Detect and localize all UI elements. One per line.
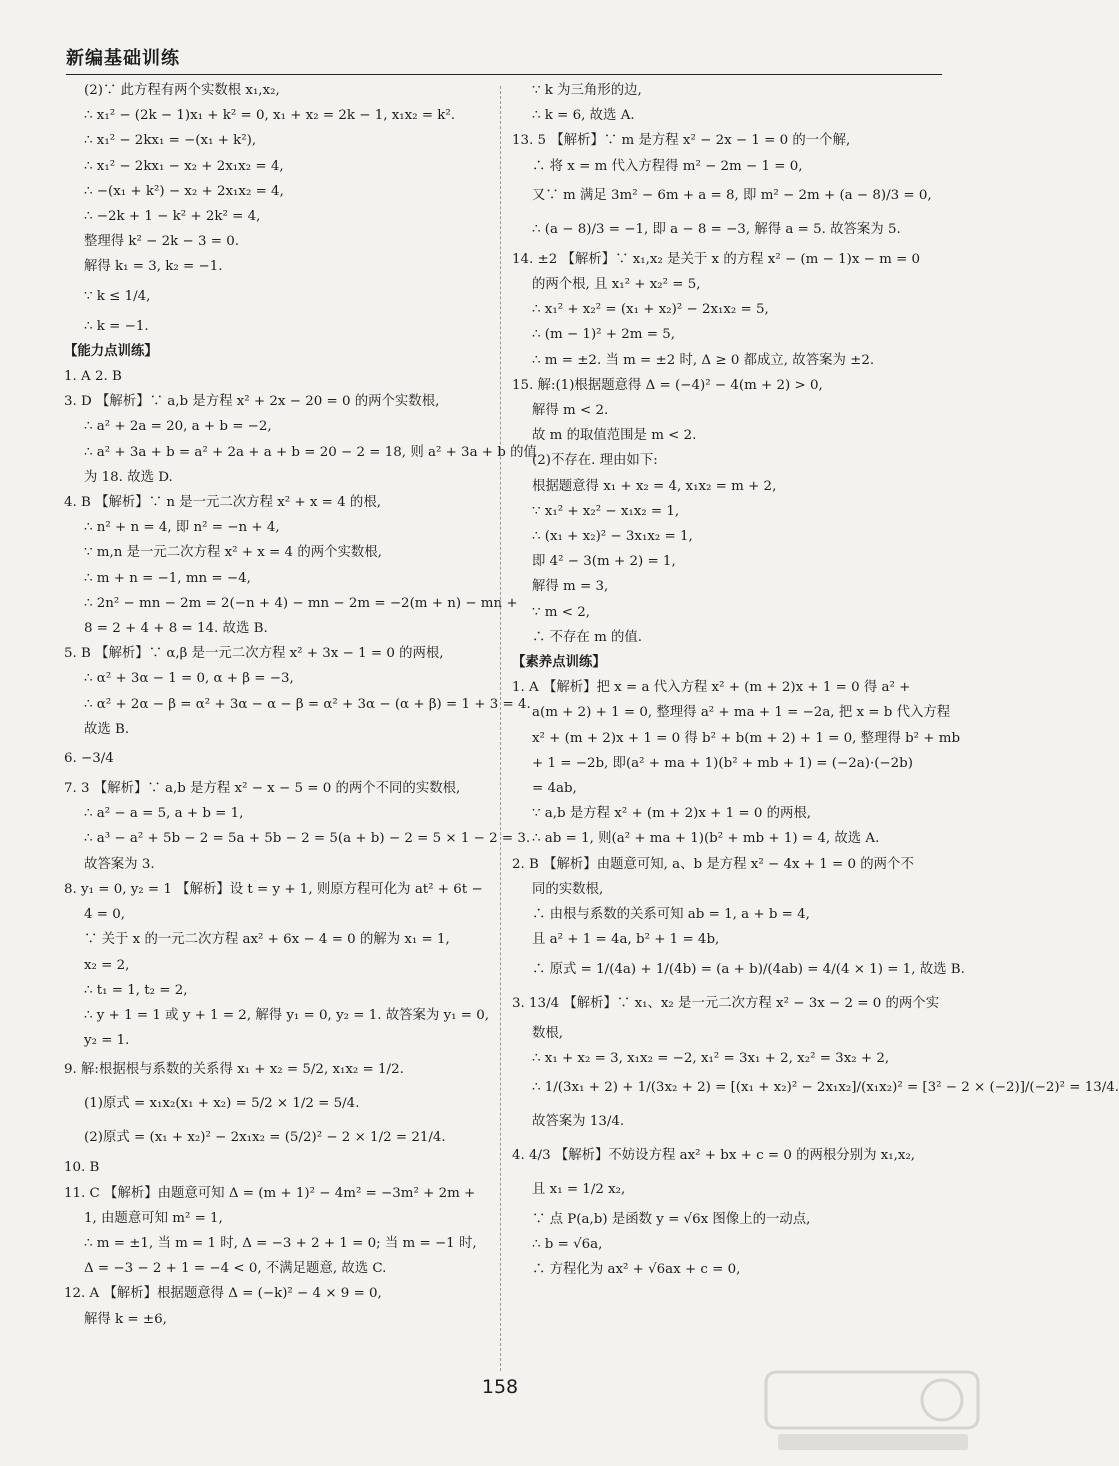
right-column-line: ∵ m < 2, [532, 604, 590, 620]
left-column-line: 解得 k₁ = 3, k₂ = −1. [84, 259, 223, 275]
left-column-line: ∴ y + 1 = 1 或 y + 1 = 2, 解得 y₁ = 0, y₂ = 1. 故答案为 y₁ = 0, [84, 1007, 490, 1023]
left-column-line: 5. B 【解析】∵ α,β 是一元二次方程 x² + 3x − 1 = 0 的两根, [64, 646, 444, 662]
left-column-line: ∴ a² + 3a + b = a² + 2a + a + b = 20 − 2 = 18, 则 a² + 3a + b 的值 [84, 444, 537, 460]
left-column-line: Δ = −3 − 2 + 1 = −4 < 0, 不满足题意, 故选 C. [84, 1261, 387, 1277]
left-column-line: ∴ a² + 2a = 20, a + b = −2, [84, 419, 272, 435]
right-column-line: ∴ b = √6a, [532, 1237, 603, 1253]
left-column-line: ∴ α² + 2α − β = α² + 3α − α − β = α² + 3α − (α + β) = 1 + 3 = 4. [84, 696, 531, 712]
right-column-line: ∴ k = 6, 故选 A. [532, 108, 635, 124]
left-column-line: 11. C 【解析】由题意可知 Δ = (m + 1)² − 4m² = −3m² + 2m + [64, 1185, 476, 1201]
right-column-line: 即 4² − 3(m + 2) = 1, [532, 554, 676, 570]
right-column-line: ∵ 点 P(a,b) 是函数 y = √6x 图像上的一动点, [532, 1211, 811, 1227]
left-column-line: ∵ 关于 x 的一元二次方程 ax² + 6x − 4 = 0 的解为 x₁ = 1, [84, 932, 450, 948]
column-divider [500, 86, 501, 1371]
right-column-line: ∴ x₁² + x₂² = (x₁ + x₂)² − 2x₁x₂ = 5, [532, 302, 769, 318]
right-column-line: 解得 m < 2. [532, 403, 609, 419]
right-column-line: 4. 4/3 【解析】不妨设方程 ax² + bx + c = 0 的两根分别为 x₁,x₂, [512, 1147, 916, 1163]
left-column-line: 3. D 【解析】∵ a,b 是方程 x² + 2x − 20 = 0 的两个实数根, [64, 394, 440, 410]
right-column-line: 故答案为 13/4. [532, 1113, 625, 1129]
left-column-line: 6. −3/4 [64, 751, 114, 767]
right-column-line: 的两个根, 且 x₁² + x₂² = 5, [532, 277, 701, 293]
right-column-line: 解得 m = 3, [532, 579, 609, 595]
watermark-logo [762, 1368, 982, 1456]
right-column-line: ∵ a,b 是方程 x² + (m + 2)x + 1 = 0 的两根, [532, 806, 812, 822]
right-column-line: 且 x₁ = 1/2 x₂, [532, 1181, 626, 1197]
right-column-line: ∴ 方程化为 ax² + √6ax + c = 0, [532, 1262, 741, 1278]
right-column-line: 数根, [532, 1025, 564, 1041]
right-column-line: ∴ 原式 = 1/(4a) + 1/(4b) = (a + b)/(4ab) = 4/(4 × 1) = 1, 故选 B. [532, 961, 965, 977]
left-column-line: x₂ = 2, [84, 957, 130, 973]
left-column-line: ∴ m = ±1, 当 m = 1 时, Δ = −3 + 2 + 1 = 0; 当 m = −1 时, [84, 1235, 477, 1251]
right-column-line: ∵ k 为三角形的边, [532, 83, 642, 98]
right-column-line: 根据题意得 x₁ + x₂ = 4, x₁x₂ = m + 2, [532, 478, 777, 494]
left-column-line: ∴ x₁² − 2kx₁ − x₂ + 2x₁x₂ = 4, [84, 158, 284, 174]
right-column-line: ∴ m = ±2. 当 m = ±2 时, Δ ≥ 0 都成立, 故答案为 ±2. [532, 352, 875, 368]
left-column-line: ∴ a³ − a² + 5b − 2 = 5a + 5b − 2 = 5(a + b) − 2 = 5 × 1 − 2 = 3. [84, 831, 531, 847]
left-column-line: 10. B [64, 1160, 100, 1176]
left-column-line: 整理得 k² − 2k − 3 = 0. [84, 234, 240, 250]
left-column-line: 1. A 2. B [64, 369, 122, 385]
left-column-line: ∴ 2n² − mn − 2m = 2(−n + 4) − mn − 2m = −2(m + n) − mn + [84, 595, 518, 611]
left-column-line: 4. B 【解析】∵ n 是一元二次方程 x² + x = 4 的根, [64, 495, 381, 511]
right-column-line: ∴ 由根与系数的关系可知 ab = 1, a + b = 4, [532, 907, 810, 923]
right-column-line: 又∵ m 满足 3m² − 6m + a = 8, 即 m² − 2m + (a − 8)/3 = 0, [532, 187, 932, 203]
header-rule [66, 74, 942, 75]
left-column-line: ∵ k ≤ 1/4, [84, 288, 151, 304]
right-column-line: 2. B 【解析】由题意可知, a、b 是方程 x² − 4x + 1 = 0 的两个不 [512, 856, 914, 872]
left-column-line: ∴ α² + 3α − 1 = 0, α + β = −3, [84, 671, 294, 687]
right-column-line: ∴ 将 x = m 代入方程得 m² − 2m − 1 = 0, [532, 158, 803, 174]
left-column-line: 4 = 0, [84, 907, 126, 923]
left-column-line: (1)原式 = x₁x₂(x₁ + x₂) = 5/2 × 1/2 = 5/4. [84, 1096, 360, 1112]
right-column [512, 78, 1119, 1283]
right-column-line: 1. A 【解析】把 x = a 代入方程 x² + (m + 2)x + 1 = 0 得 a² + [512, 680, 911, 696]
left-column-line: (2)原式 = (x₁ + x₂)² − 2x₁x₂ = (5/2)² − 2 × 1/2 = 21/4. [84, 1130, 446, 1146]
left-column-line: 1, 由题意可知 m² = 1, [84, 1210, 223, 1226]
left-column-line: 12. A 【解析】根据题意得 Δ = (−k)² − 4 × 9 = 0, [64, 1286, 382, 1302]
right-column-line: 故 m 的取值范围是 m < 2. [532, 428, 697, 444]
left-column-line: 解得 k = ±6, [84, 1311, 167, 1327]
right-column-line: (2)不存在. 理由如下: [532, 453, 658, 469]
left-column-line: ∴ m + n = −1, mn = −4, [84, 570, 251, 586]
right-column-line: ∴ 不存在 m 的值. [532, 629, 643, 645]
left-column-line: ∴ −(x₁ + k²) − x₂ + 2x₁x₂ = 4, [84, 183, 284, 199]
left-column-line: 9. 解:根据根与系数的关系得 x₁ + x₂ = 5/2, x₁x₂ = 1/2. [64, 1062, 404, 1078]
left-column-line: 7. 3 【解析】∵ a,b 是方程 x² − x − 5 = 0 的两个不同的实数根, [64, 781, 461, 797]
left-column-line: ∴ a² − a = 5, a + b = 1, [84, 806, 244, 822]
page-number: 158 [481, 1376, 519, 1398]
right-column-line: ∴ ab = 1, 则(a² + ma + 1)(b² + mb + 1) = 4, 故选 A. [532, 831, 880, 847]
right-column-line: ∵ x₁² + x₂² − x₁x₂ = 1, [532, 503, 680, 519]
right-column-line: ∴ (m − 1)² + 2m = 5, [532, 327, 676, 343]
left-column-line: 故选 B. [84, 721, 130, 737]
left-column-line: ∴ −2k + 1 − k² + 2k² = 4, [84, 209, 261, 225]
left-column-line: y₂ = 1. [84, 1033, 130, 1049]
left-column-line: 为 18. 故选 D. [84, 469, 173, 485]
left-column-line: ∴ k = −1. [84, 318, 149, 334]
right-column-line: ∴ 1/(3x₁ + 2) + 1/(3x₂ + 2) = [(x₁ + x₂)² − 2x₁x₂]/(x₁x₂)² = [3² − 2 × (−2)]/(−2)² = 13/4. [532, 1079, 1119, 1095]
left-column-line: ∴ x₁² − 2kx₁ = −(x₁ + k²), [84, 133, 257, 149]
left-column-line: (2)∵ 此方程有两个实数根 x₁,x₂, [84, 83, 280, 98]
left-column-line: ∴ x₁² − (2k − 1)x₁ + k² = 0, x₁ + x₂ = 2k − 1, x₁x₂ = k². [84, 108, 456, 124]
left-column [64, 78, 537, 1332]
right-column-line: ∴ (a − 8)/3 = −1, 即 a − 8 = −3, 解得 a = 5. 故答案为 5. [532, 221, 901, 237]
left-column-line: ∴ t₁ = 1, t₂ = 2, [84, 982, 188, 998]
right-column-line: ∴ (x₁ + x₂)² − 3x₁x₂ = 1, [532, 529, 693, 545]
right-column-line: 13. 5 【解析】∵ m 是方程 x² − 2x − 1 = 0 的一个解, [512, 133, 851, 149]
right-column-line: 14. ±2 【解析】∵ x₁,x₂ 是关于 x 的方程 x² − (m − 1)x − m = 0 [512, 251, 921, 267]
right-column-line: 且 a² + 1 = 4a, b² + 1 = 4b, [532, 932, 720, 948]
right-column-line: + 1 = −2b, 即(a² + ma + 1)(b² + mb + 1) = (−2a)·(−2b) [532, 755, 913, 771]
left-column-line: 故答案为 3. [84, 856, 155, 872]
right-column-line: ∴ x₁ + x₂ = 3, x₁x₂ = −2, x₁² = 3x₁ + 2, x₂² = 3x₂ + 2, [532, 1050, 890, 1066]
left-column-line: ∵ m,n 是一元二次方程 x² + x = 4 的两个实数根, [84, 545, 382, 561]
right-column-line: 3. 13/4 【解析】∵ x₁、x₂ 是一元二次方程 x² − 3x − 2 = 0 的两个实 [512, 995, 940, 1011]
right-column-line: a(m + 2) + 1 = 0, 整理得 a² + ma + 1 = −2a, 把 x = b 代入方程 [532, 705, 951, 721]
left-column-line: 【能力点训练】 [64, 343, 158, 359]
right-column-line: 同的实数根, [532, 881, 604, 897]
left-column-line: ∴ n² + n = 4, 即 n² = −n + 4, [84, 520, 280, 536]
left-column-line: 8 = 2 + 4 + 8 = 14. 故选 B. [84, 621, 268, 637]
right-column-line: = 4ab, [532, 781, 577, 797]
right-column-line: x² + (m + 2)x + 1 = 0 得 b² + b(m + 2) + 1 = 0, 整理得 b² + mb [532, 730, 961, 746]
left-column-line: 8. y₁ = 0, y₂ = 1 【解析】设 t = y + 1, 则原方程可化为 at² + 6t − [64, 881, 483, 897]
right-column-line: 【素养点训练】 [512, 655, 606, 671]
book-title: 新编基础训练 [66, 48, 180, 69]
right-column-line: 15. 解:(1)根据题意得 Δ = (−4)² − 4(m + 2) > 0, [512, 377, 823, 393]
